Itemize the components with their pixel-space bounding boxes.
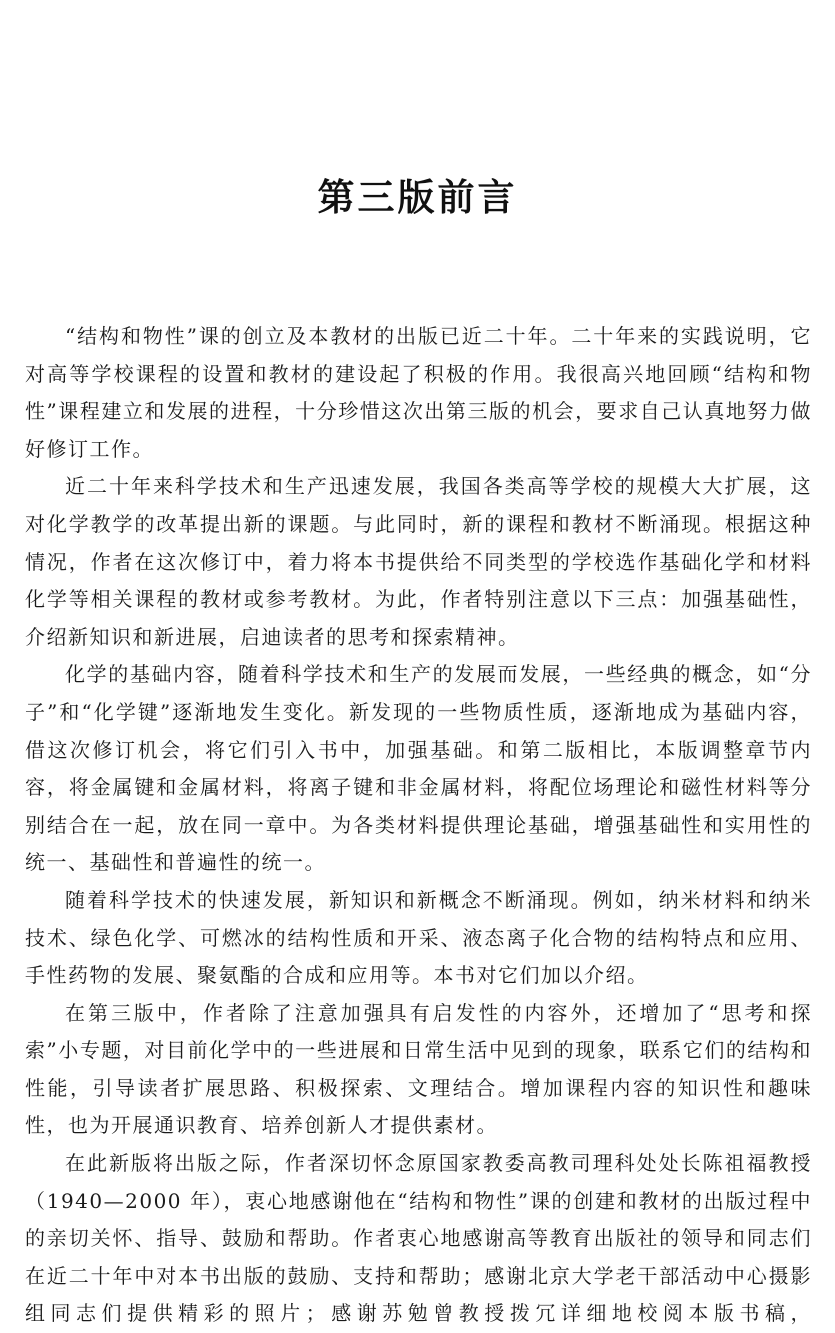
- page-title: 第三版前言: [317, 176, 518, 219]
- paragraph-2: 近二十年来科学技术和生产迅速发展，我国各类高等学校的规模大大扩展，这对化学教学的改革提出新的课题。与此同时，新的课程和教材不断涌现。根据这种情况，作者在这次修订中，着力将本书提供给不同类型的学校选作基础化学和材料化学等相关课程的教材或参考教材。为此，作者特别注意以下三点：加强基础性，介绍新知识和新进展，启迪读者的思考和探索精神。: [25, 474, 812, 649]
- paragraph-1: “结构和物性”课的创立及本教材的出版已近二十年。二十年来的实践说明，它对高等学校课程的设置和教材的建设起了积极的作用。我很高兴地回顾“结构和物性”课程建立和发展的进程，十分珍惜这次出第三版的机会，要求自己认真地努力做好修订工作。: [25, 324, 812, 461]
- paragraph-6: 在此新版将出版之际，作者深切怀念原国家教委高教司理科处处长陈祖福教授（1940—2000 年），衷心地感谢他在“结构和物性”课的创建和教材的出版过程中的亲切关怀、指导、鼓励和帮助。作者衷心地感谢高等教育出版社的领导和同志们在近二十年中对本书出版的鼓励、支持和帮助；感谢北京大学老干部活动中心摄影组同志们提供精彩的照片；感谢苏勉曾教授拨冗详细地校阅本版书稿，: [25, 1151, 812, 1326]
- preface-body: [25, 318, 812, 1333]
- paragraph-3: 化学的基础内容，随着科学技术和生产的发展而发展，一些经典的概念，如“分子”和“化学键”逐渐地发生变化。新发现的一些物质性质，逐渐地成为基础内容，借这次修订机会，将它们引入书中，加强基础。和第二版相比，本版调整章节内容，将金属键和金属材料，将离子键和非金属材料，将配位场理论和磁性材料等分别结合在一起，放在同一章中。为各类材料提供理论基础，增强基础性和实用性的统一、基础性和普遍性的统一。: [25, 662, 812, 875]
- paragraph-5: 在第三版中，作者除了注意加强具有启发性的内容外，还增加了“思考和探索”小专题，对目前化学中的一些进展和日常生活中见到的现象，联系它们的结构和性能，引导读者扩展思路、积极探索、文理结合。增加课程内容的知识性和趣味性，也为开展通识教育、培养创新人才提供素材。: [25, 1000, 812, 1138]
- paragraph-4: 随着科学技术的快速发展，新知识和新概念不断涌现。例如，纳米材料和纳米技术、绿色化学、可燃冰的结构性质和开采、液态离子化合物的结构特点和应用、手性药物的发展、聚氨酯的合成和应用等。本书对它们加以介绍。: [25, 887, 812, 988]
